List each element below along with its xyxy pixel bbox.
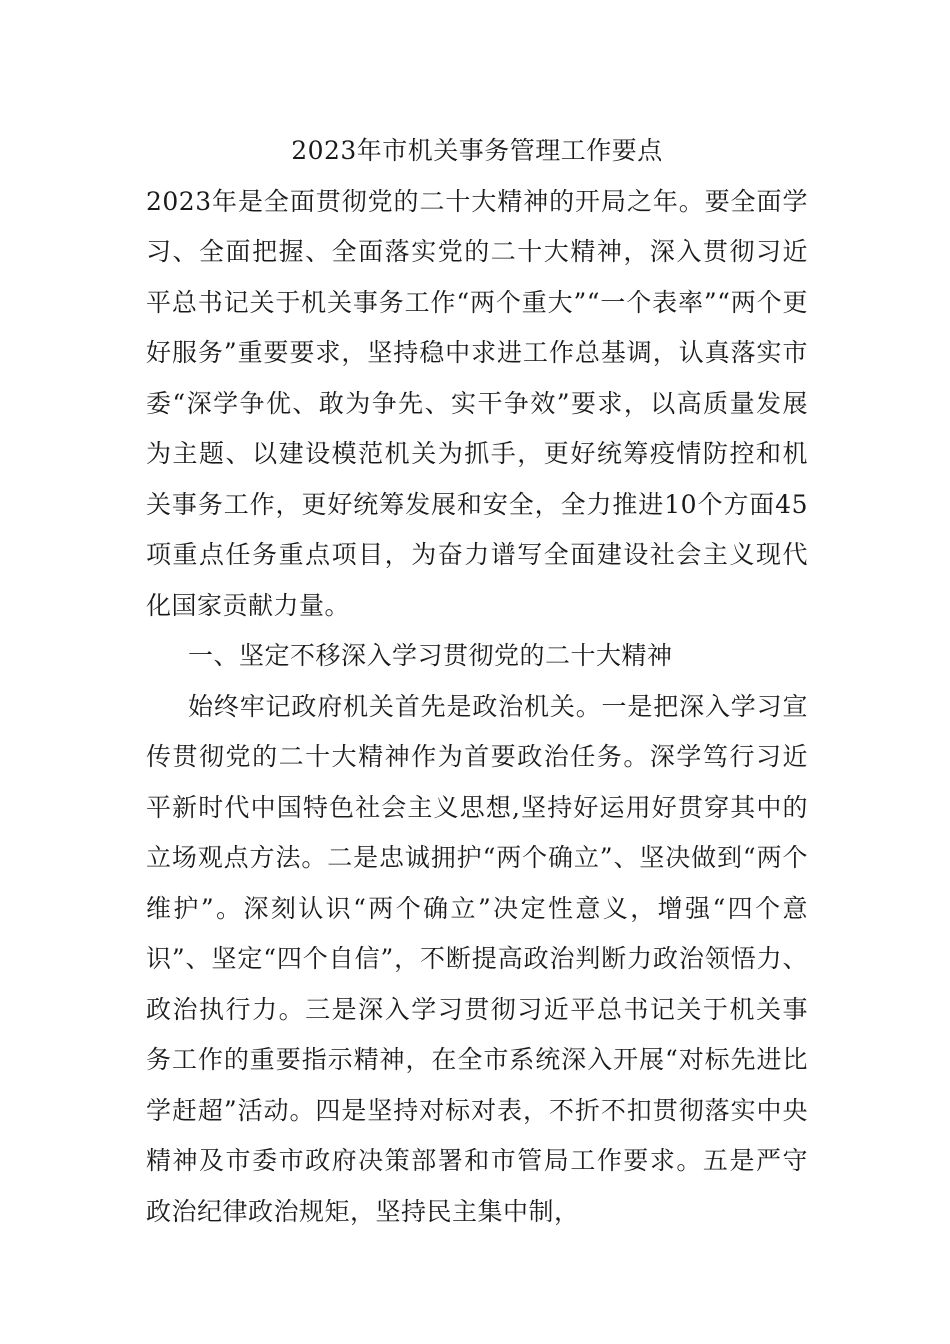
- section-1-paragraph: 始终牢记政府机关首先是政治机关。一是把深入学习宣传贯彻党的二十大精神作为首要政治任务。深学笃行习近平新时代中国特色社会主义思想,坚持好运用好贯穿其中的立场观点方法。二是忠诚拥护“两个确立”、坚决做到“两个维护”。深刻认识“两个确立”决定性意义，增强“四个意识”、坚定“四个自信”，不断提高政治判断力政治领悟力、政治执行力。三是深入学习贯彻习近平总书记关于机关事务工作的重要指示精神，在全市系统深入开展“对标先进比学赶超”活动。四是坚持对标对表，不折不扣贯彻落实中央精神及市委市政府决策部署和市管局工作要求。五是严守政治纪律政治规矩，坚持民主集中制，: [146, 691, 809, 1226]
- intro-paragraph: 2023年是全面贯彻党的二十大精神的开局之年。要全面学习、全面把握、全面落实党的二十大精神，深入贯彻习近平总书记关于机关事务工作“两个重大”“一个表率”“两个更好服务”重要要求，坚持稳中求进工作总基调，认真落实市委“深学争优、敢为争先、实干争效”要求，以高质量发展为主题、以建设模范机关为抓手，更好统筹疫情防控和机关事务工作，更好统筹发展和安全，全力推进10个方面45项重点任务重点项目，为奋力谱写全面建设社会主义现代化国家贡献力量。: [146, 186, 808, 620]
- document-body: [146, 126, 808, 1237]
- document-title: 2023年市机关事务管理工作要点: [291, 136, 663, 165]
- section-heading-1: 一、坚定不移深入学习贯彻党的二十大精神: [188, 641, 673, 670]
